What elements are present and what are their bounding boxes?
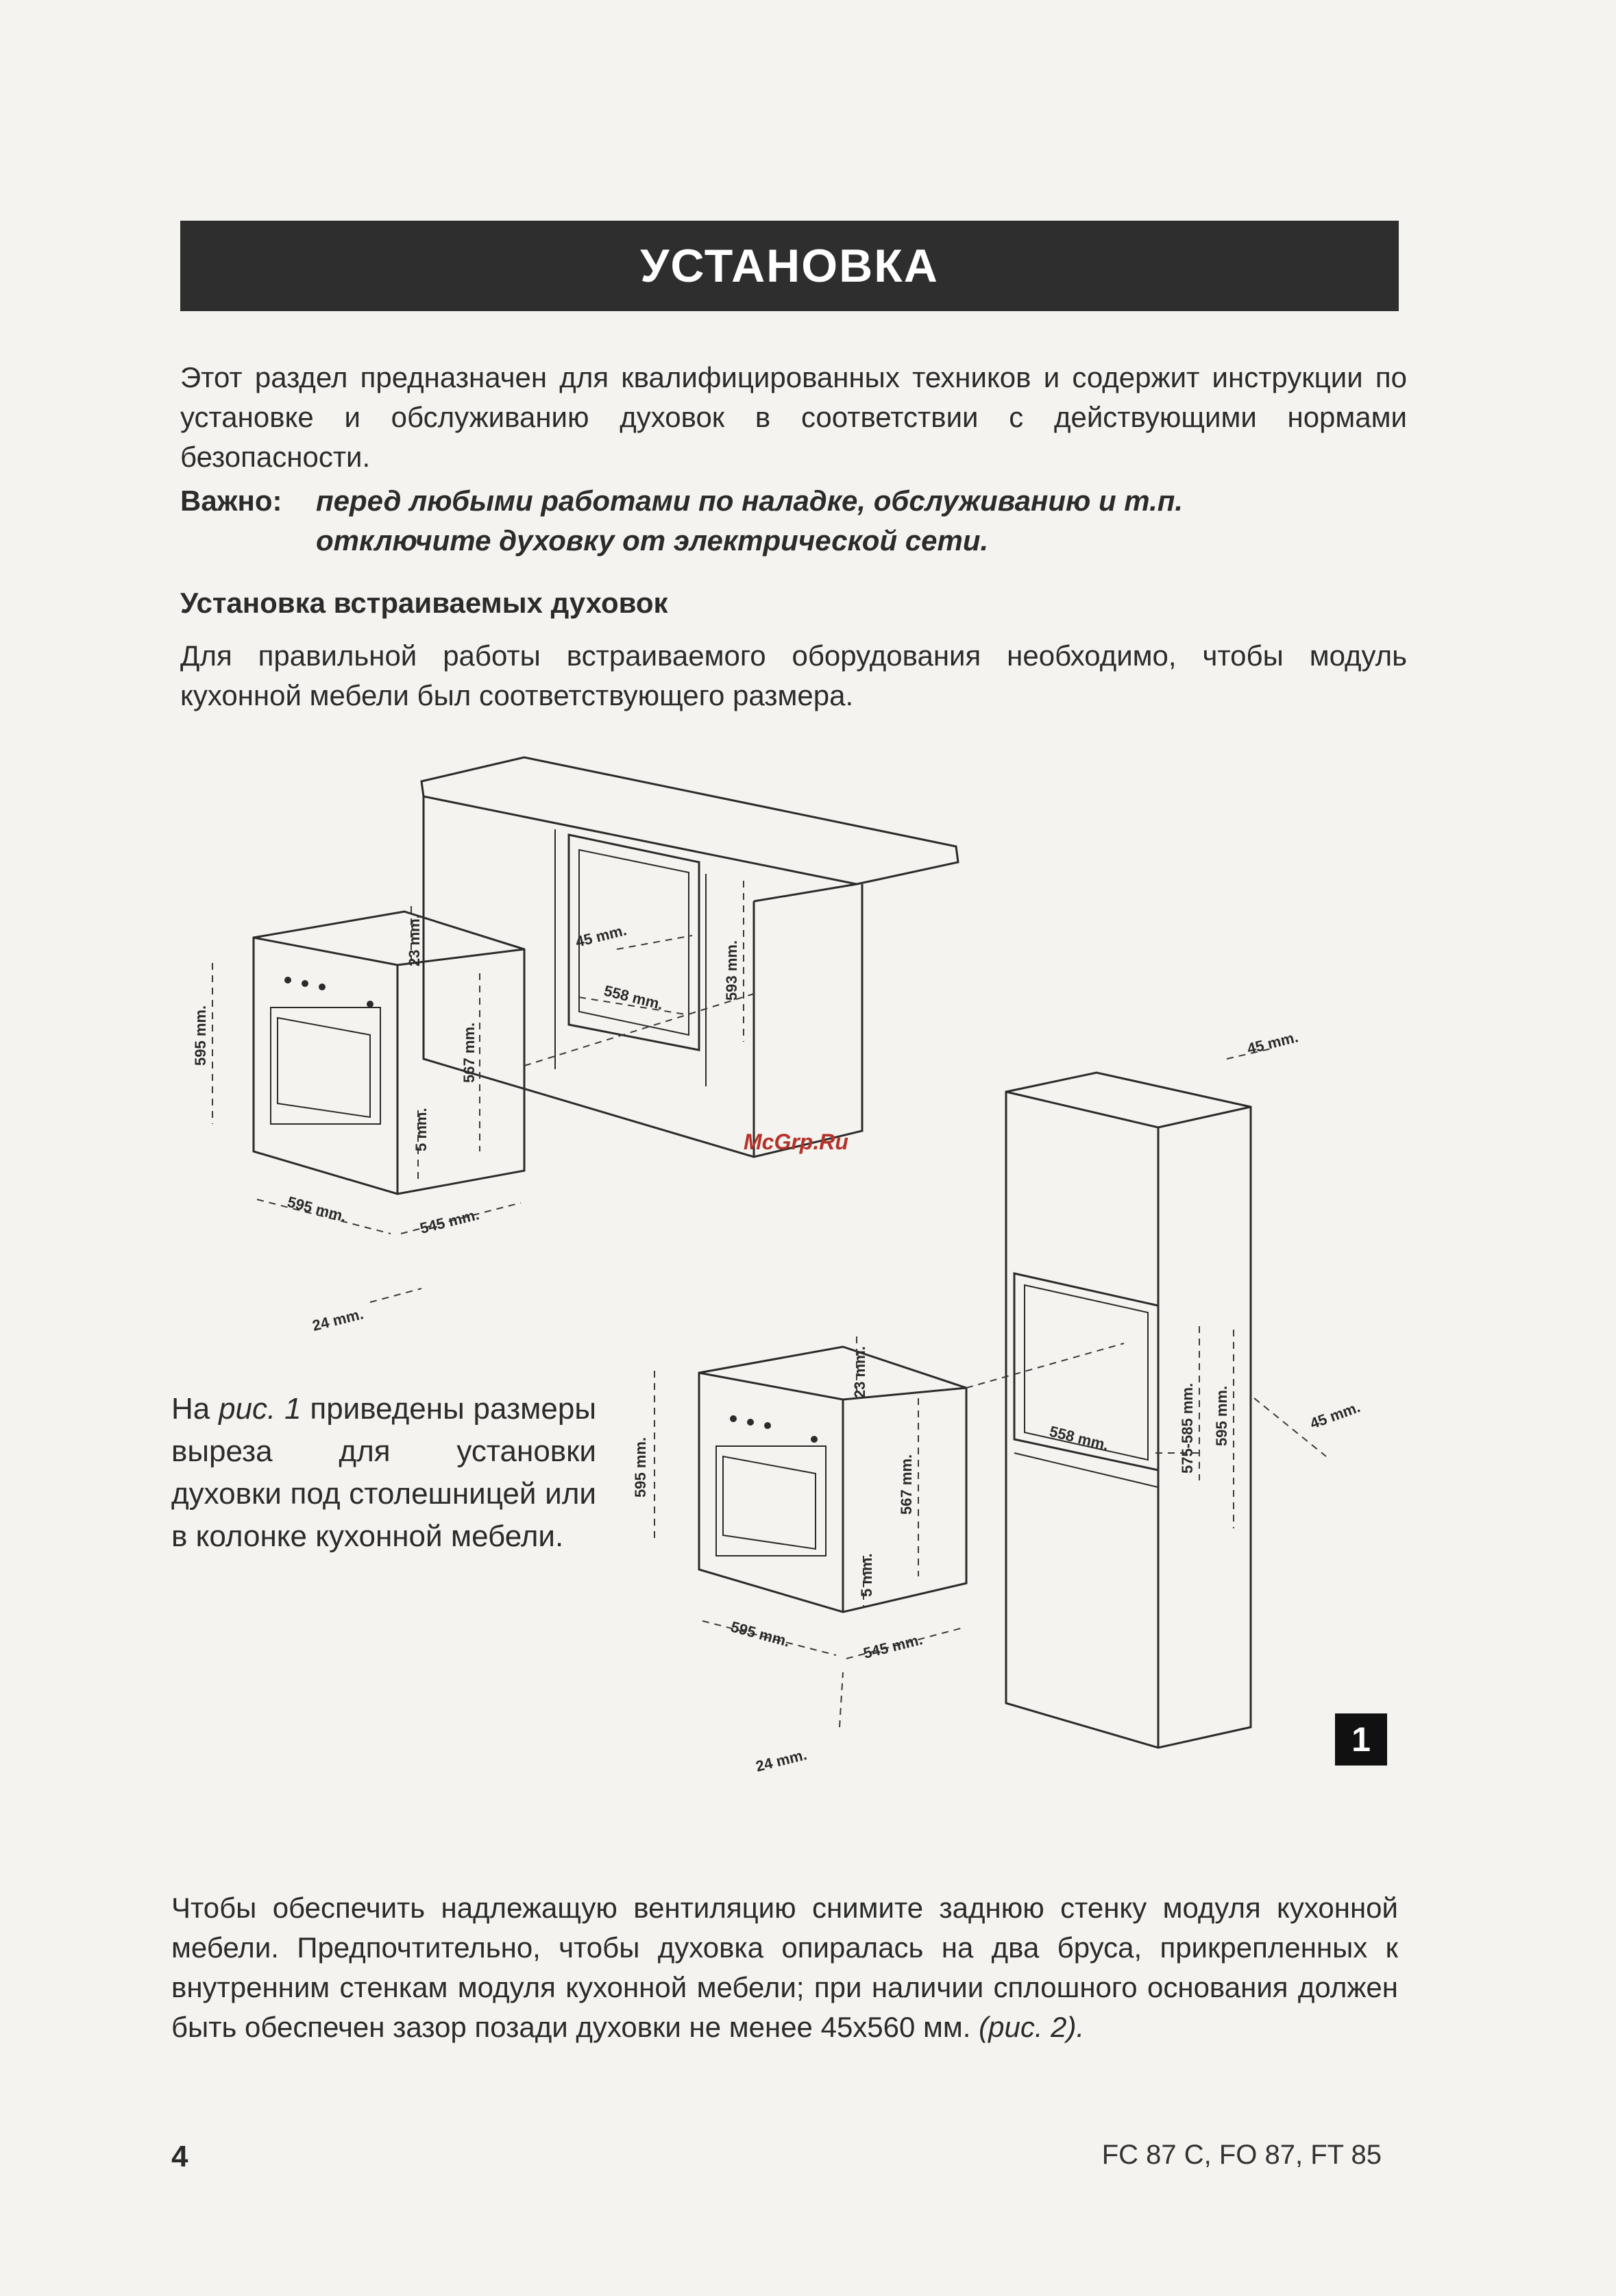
ventilation-paragraph xyxy=(171,1888,1398,2047)
dim-top-558: 558 mm. xyxy=(602,981,665,1014)
important-line-2: отключите духовку от электрической сети. xyxy=(316,524,989,557)
model-numbers: FC 87 C, FO 87, FT 85 xyxy=(1101,2140,1382,2170)
dim-bottom-558: 558 mm. xyxy=(1047,1422,1111,1454)
dim-bottom-545: 545 mm. xyxy=(861,1631,925,1662)
dim-top-545: 545 mm. xyxy=(418,1206,481,1237)
intro-paragraph: Этот раздел предназначен для квалифицированных техников и содержит инструкции по установке и обслуживанию духовок в соответствии с действующими нормами безопасности. xyxy=(180,361,1407,473)
oven-bottom-drawing xyxy=(699,1347,966,1612)
dim-bottom-45-top: 45 mm. xyxy=(1245,1028,1300,1058)
dim-bottom-45-side: 45 mm. xyxy=(1308,1398,1362,1432)
section-title: УСТАНОВКА xyxy=(640,240,939,292)
ventilation-text: Чтобы обеспечить надлежащую вентиляцию снимите заднюю стенку модуля кухонной мебели. Предпочтительно, чтобы духовка опиралась на два бруса, прикрепленных к внутренним стенкам модуля кухонной мебели; при наличии сплошного основания должен быть обеспечен зазор позади духовки не менее 45х560 мм. xyxy=(171,1892,1398,2043)
page-number: 4 xyxy=(171,2140,188,2173)
countertop xyxy=(421,757,958,884)
dim-bottom-595-width: 595 mm. xyxy=(729,1617,792,1650)
dim-bottom-595-height: 595 mm. xyxy=(632,1437,649,1498)
dim-bottom-5: 5 mm. xyxy=(858,1553,875,1597)
dim-bottom-24: 24 mm. xyxy=(754,1746,809,1775)
dim-top-595-width: 595 mm. xyxy=(285,1193,349,1225)
caption-prefix: На xyxy=(171,1392,219,1426)
ventilation-figure-ref: (рис. 2). xyxy=(979,2011,1085,2043)
bottom-dimensions xyxy=(632,1028,1362,1775)
oven-top-drawing xyxy=(254,912,524,1194)
subsection-heading: Установка встраиваемых духовок xyxy=(180,587,668,619)
dim-bottom-23: 23 mm. xyxy=(851,1346,868,1398)
dim-bottom-567: 567 mm. xyxy=(898,1454,915,1515)
dim-top-24: 24 mm. xyxy=(310,1305,365,1334)
dim-top-595-height: 595 mm. xyxy=(192,1005,209,1066)
dim-bottom-595-column: 595 mm. xyxy=(1213,1385,1230,1446)
watermark: McGrp.Ru xyxy=(744,1129,848,1154)
dim-top-23: 23 mm. xyxy=(406,914,423,966)
module-size-paragraph: Для правильной работы встраиваемого оборудования необходимо, чтобы модуль кухонной мебели был соответствующего размера. xyxy=(180,639,1407,711)
caption-text: приведены размеры выреза для установки духовки под столешницей или в колонке кухонной мебели. xyxy=(171,1392,596,1553)
dim-top-5: 5 mm. xyxy=(413,1108,430,1151)
figure-number-badge: 1 xyxy=(1335,1713,1387,1766)
dim-top-45: 45 mm. xyxy=(574,921,628,951)
figure-caption xyxy=(171,1388,596,1558)
important-label: Важно: xyxy=(180,485,282,517)
important-line-1: перед любыми работами по наладке, обслуживанию и т.п. xyxy=(316,485,1184,517)
dim-top-567: 567 mm. xyxy=(461,1022,478,1083)
caption-figure-ref: рис. 1 xyxy=(219,1392,302,1426)
dim-bottom-575-585: 575-585 mm. xyxy=(1179,1382,1196,1474)
dim-top-593: 593 mm. xyxy=(723,940,740,1001)
